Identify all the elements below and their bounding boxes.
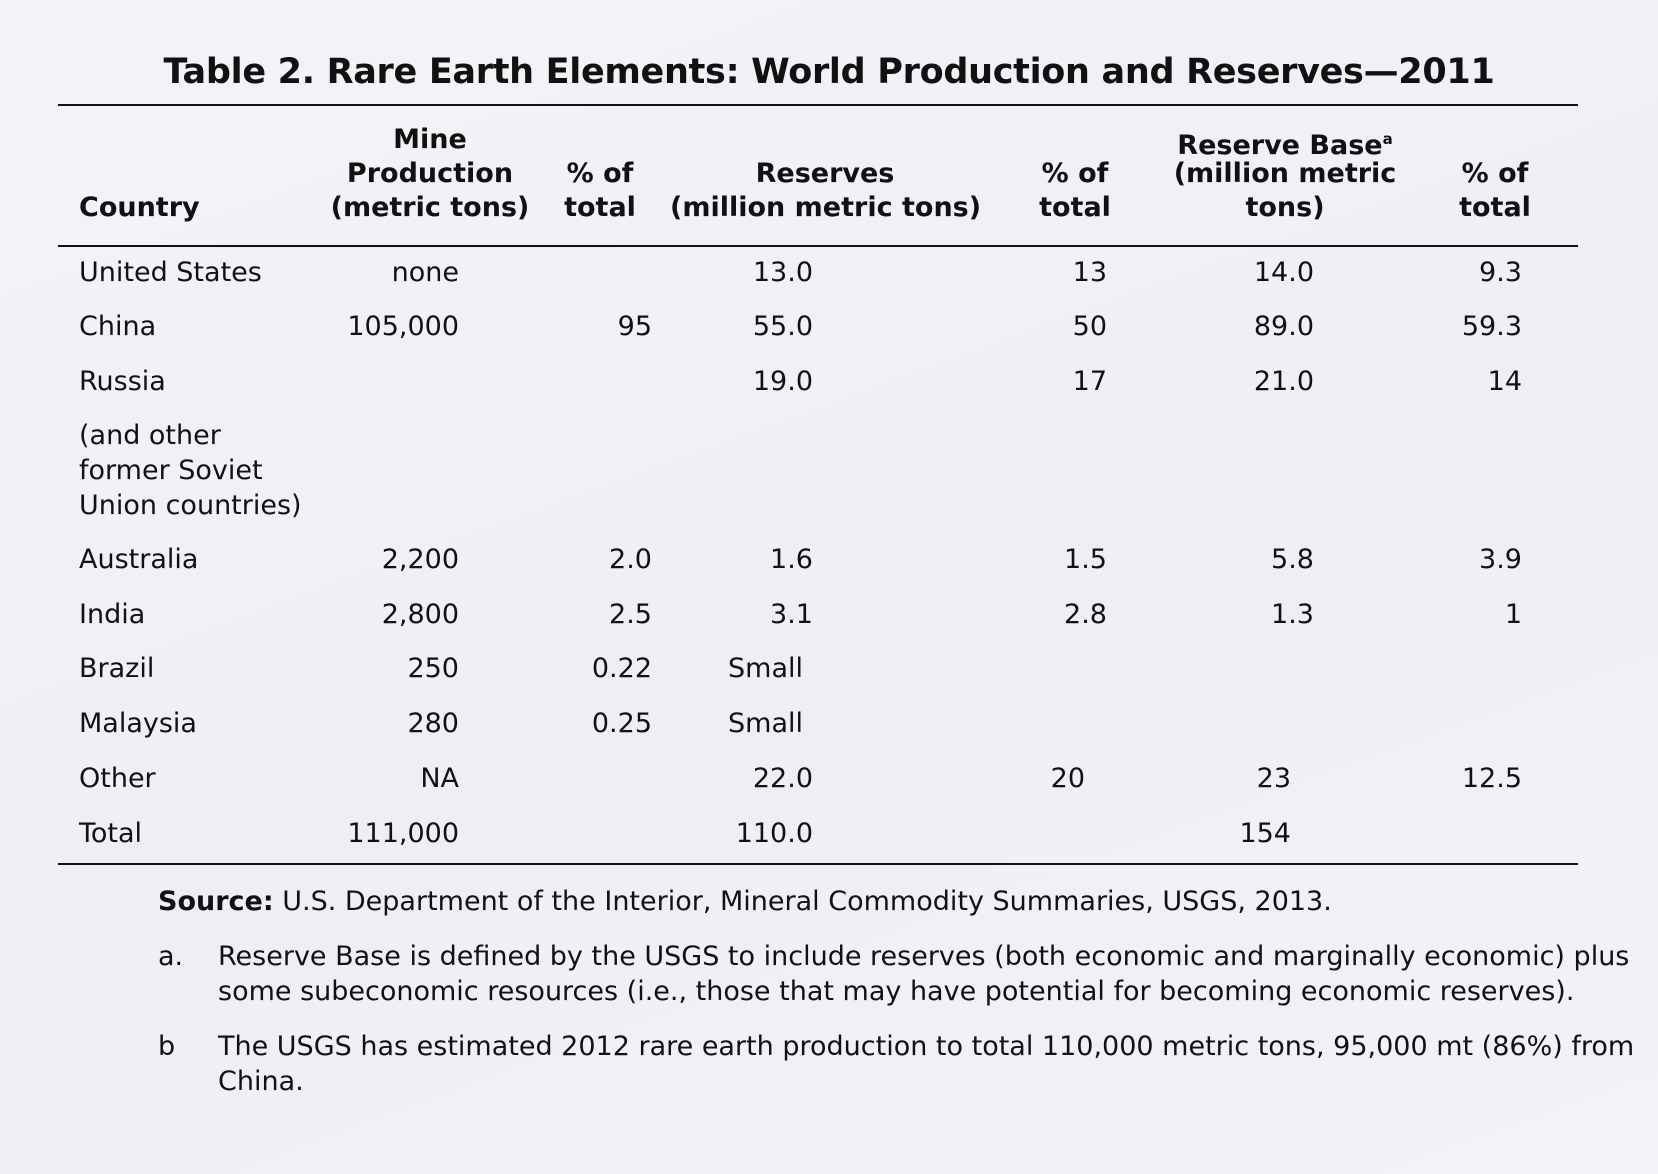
cell-country-line: former Soviet <box>79 455 263 486</box>
footnote-line: Reserve Base is defined by the USGS to include reserves (both economic and marginally economic) plus <box>218 941 1630 972</box>
cell-country: Australia <box>79 544 199 575</box>
cell-pct3: 1 <box>1504 599 1522 630</box>
cell-base: 154 <box>1239 818 1291 849</box>
footnote-marker: b <box>158 1031 176 1062</box>
cell-country: Other <box>79 763 156 794</box>
header-base-line3: tons) <box>1245 192 1325 223</box>
header-pct1-line2: total <box>564 192 636 223</box>
cell-base: 1.3 <box>1271 599 1314 630</box>
cell-country: United States <box>79 257 262 288</box>
cell-base: 5.8 <box>1271 544 1314 575</box>
cell-pct1: 0.25 <box>591 708 652 739</box>
cell-pct1: 2.5 <box>609 599 652 630</box>
header-mine-line1: Mine <box>393 124 467 155</box>
cell-mine: 2,200 <box>381 544 459 575</box>
source-label: Source: <box>158 886 274 917</box>
cell-reserves: Small <box>728 708 803 739</box>
bottom-rule <box>58 863 1578 865</box>
cell-country: Brazil <box>79 653 155 684</box>
header-rule <box>58 245 1578 247</box>
cell-pct3: 3.9 <box>1479 544 1522 575</box>
cell-pct3: 12.5 <box>1461 763 1522 794</box>
cell-base: 21.0 <box>1253 366 1314 397</box>
top-rule <box>58 104 1578 106</box>
footnote-line: some subeconomic resources (i.e., those that may have potential for becoming economic reserves). <box>218 976 1575 1007</box>
cell-country-line: (and other <box>79 420 221 451</box>
cell-pct3: 9.3 <box>1479 257 1522 288</box>
cell-reserves: 55.0 <box>752 311 813 342</box>
cell-base: 89.0 <box>1253 311 1314 342</box>
cell-mine: 105,000 <box>347 311 459 342</box>
cell-mine: 280 <box>407 708 459 739</box>
cell-reserves: 1.6 <box>770 544 813 575</box>
cell-country: Malaysia <box>79 708 197 739</box>
cell-base: 14.0 <box>1253 257 1314 288</box>
footnote-marker: a. <box>158 941 184 972</box>
cell-country: China <box>79 311 157 342</box>
cell-pct3: 14 <box>1487 366 1522 397</box>
cell-mine: 111,000 <box>347 818 459 849</box>
cell-pct2: 1.5 <box>1064 544 1107 575</box>
header-country: Country <box>79 192 200 223</box>
header-base-line2: (million metric <box>1173 158 1397 189</box>
header-mine-line3: (metric tons) <box>330 192 530 223</box>
cell-pct2: 13 <box>1072 257 1107 288</box>
cell-pct2: 20 <box>1050 763 1085 794</box>
cell-country-line: Union countries) <box>79 490 302 521</box>
cell-country: India <box>79 599 146 630</box>
cell-country: Russia <box>79 366 166 397</box>
header-mine-line2: Production <box>346 158 514 189</box>
header-pct3-line2: total <box>1459 192 1531 223</box>
cell-pct1: 0.22 <box>591 653 652 684</box>
cell-mine: 2,800 <box>381 599 459 630</box>
cell-reserves: 19.0 <box>752 366 813 397</box>
footnote-a-marker: a <box>1382 130 1393 148</box>
source-line <box>158 884 1558 919</box>
header-pct1-line1: % of <box>566 158 634 189</box>
cell-mine: none <box>391 257 459 288</box>
header-reserves-line1: Reserves <box>755 158 895 189</box>
header-pct3-line1: % of <box>1461 158 1529 189</box>
cell-reserves: Small <box>728 653 803 684</box>
header-base-line1: Reserve Base$^a$ <box>1177 130 1393 161</box>
cell-pct2: 50 <box>1072 311 1107 342</box>
source-text: U.S. Department of the Interior, Mineral Commodity Summaries, USGS, 2013. <box>273 886 1332 917</box>
cell-pct3: 59.3 <box>1461 311 1522 342</box>
header-pct2-line1: % of <box>1041 158 1109 189</box>
cell-reserves: 22.0 <box>752 763 813 794</box>
footnote-line: China. <box>218 1066 304 1097</box>
footnote-line: The USGS has estimated 2012 rare earth production to total 110,000 metric tons, 95,000 mt (86%) from <box>218 1031 1635 1062</box>
cell-mine: NA <box>420 763 459 794</box>
cell-pct1: 95 <box>617 311 652 342</box>
cell-mine: 250 <box>407 653 459 684</box>
header-pct2-line2: total <box>1039 192 1111 223</box>
cell-pct2: 2.8 <box>1064 599 1107 630</box>
cell-reserves: 110.0 <box>735 818 813 849</box>
cell-base: 23 <box>1256 763 1291 794</box>
table-title: Table 2. Rare Earth Elements: World Production and Reserves—2011 <box>163 52 1495 92</box>
cell-country: Total <box>79 818 143 849</box>
header-reserves-line2: (million metric tons) <box>670 192 982 223</box>
cell-pct2: 17 <box>1072 366 1107 397</box>
cell-reserves: 13.0 <box>752 257 813 288</box>
cell-reserves: 3.1 <box>770 599 813 630</box>
cell-pct1: 2.0 <box>609 544 652 575</box>
